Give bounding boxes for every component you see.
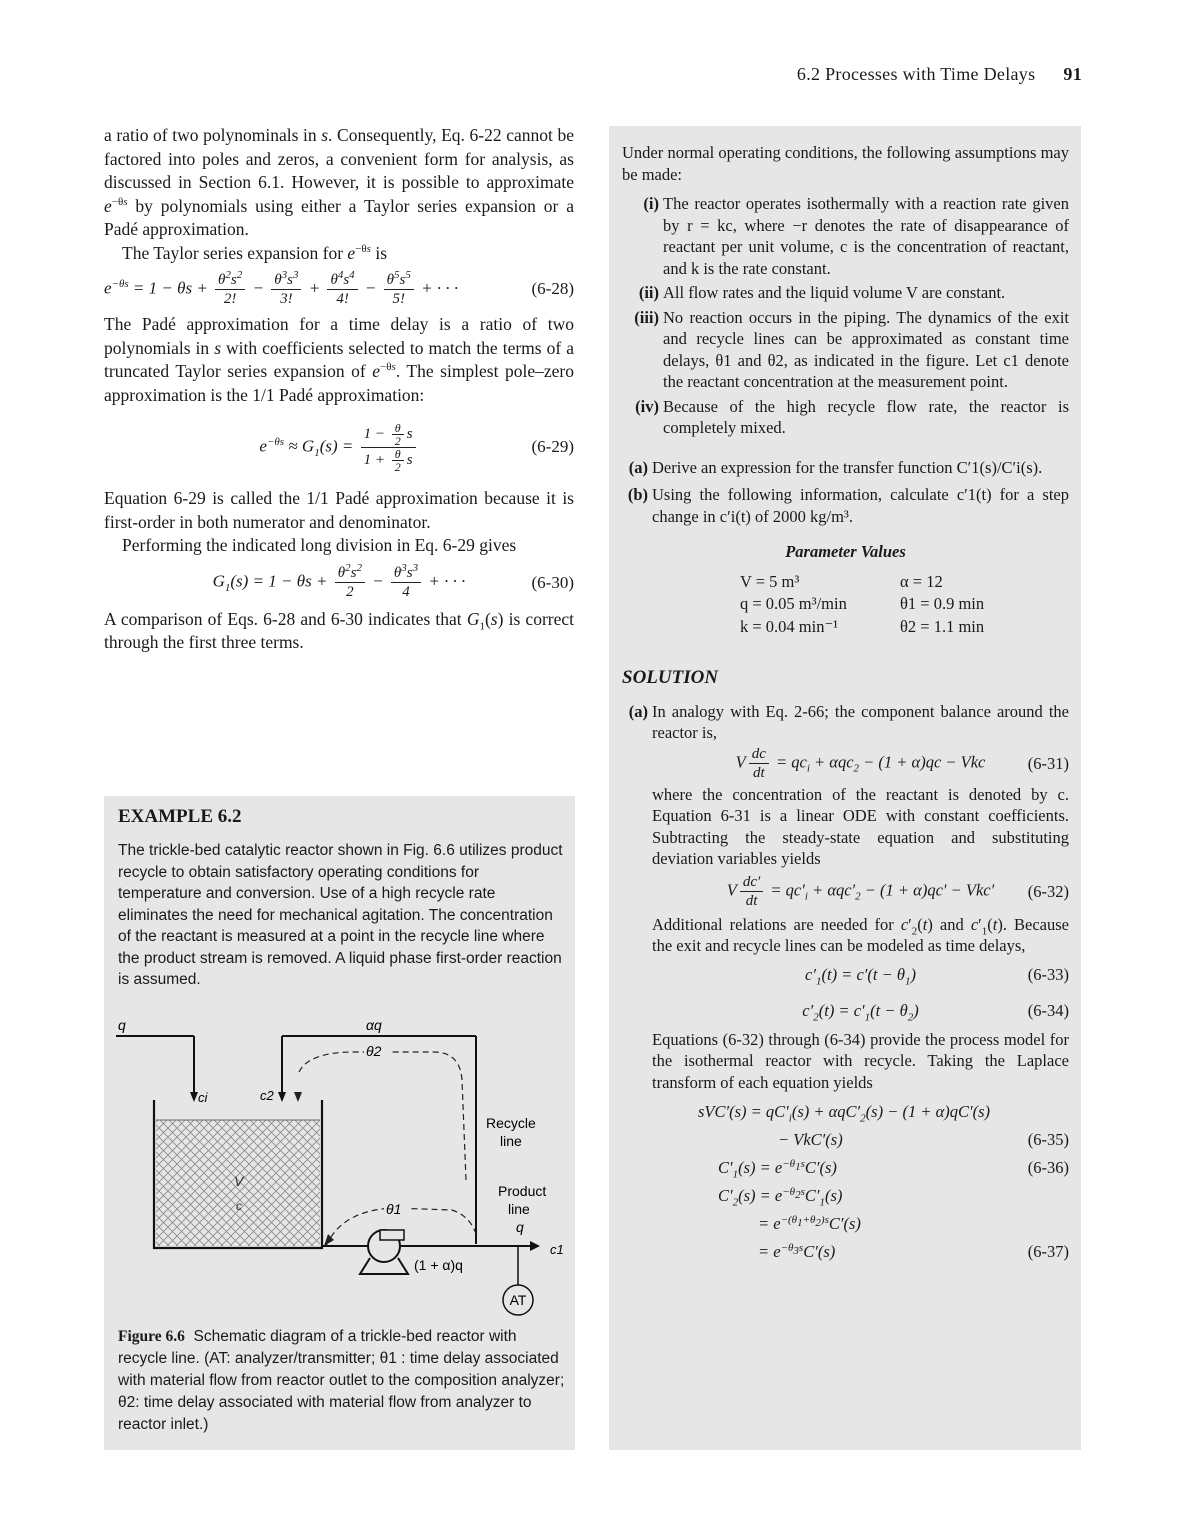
paragraph-4: Equation 6-29 is called the 1/1 Padé approximation because it is first-order in both numerator and denominator. bbox=[104, 488, 574, 532]
equation-6-32: V $\frac{dc'}{dt}$ = $qc'_i + \alpha qc'_2 - (1 + \alpha)qc' - Vkc'$ (6-32) bbox=[726, 874, 1069, 909]
example-paragraph: The trickle-bed catalytic reactor shown in Fig. 6.6 utilizes product recycle to obtain satisfactory operating conditions for temperature and conversion. Use of a high recycle rate eliminates the need for mechanical agitation. The concentration of the reactant is measured at a point in the recycle line where the product stream is removed. A liquid phase first-order reaction is assumed. bbox=[118, 842, 563, 988]
solution-paragraph-3: Additional relations are needed for $c'_2(t)$ and $c'_1(t)$. Because the exit and recycle lines can be modeled as time delays, bbox=[652, 914, 1069, 955]
assumptions-intro: Under normal operating conditions, the following assumptions may be made: bbox=[622, 143, 1069, 184]
assumption-iv: (iv) Because of the high recycle flow rate, the reactor is completely mixed. bbox=[635, 396, 1069, 437]
running-header bbox=[797, 64, 1082, 85]
paragraph-5: Performing the indicated long division in Eq. 6-29 gives bbox=[122, 535, 517, 555]
alpha-q-label: αq bbox=[366, 1020, 382, 1033]
paragraph-2: The Taylor series expansion for $e^{-\theta s}$ is bbox=[122, 242, 388, 263]
assumption-iii: (iii) No reaction occurs in the piping. The dynamics of the exit and recycle lines can be approximated as constant time delays, θ1 and θ2, as indicated in the figure. Let c1 denote the reactant concentration at the measurement point. bbox=[634, 307, 1069, 391]
equation-6-34: $c'_2(t) = c'_1(t - \theta_2)$ (6-34) bbox=[802, 1000, 1069, 1024]
parameter-values-title: Parameter Values bbox=[785, 542, 906, 561]
solution-paragraph-2: where the concentration of the reactant is denoted by c. Equation 6-31 is a linear ODE with constant coefficients. Subtracting the steady-state equation and substituting deviation variables yields bbox=[652, 784, 1069, 868]
eq-number: (6-30) bbox=[531, 572, 574, 592]
equation-6-37: = $e^{-\theta_3s}C'(s)$ (6-37) bbox=[758, 1241, 1069, 1261]
equation-6-35-line2: − VkC′(s) (6-35) bbox=[778, 1130, 1069, 1149]
example-text bbox=[118, 840, 566, 991]
paragraph-1: a ratio of two polynominals in s. Consequently, Eq. 6-22 cannot be factored into poles and zeros, a convenient form for analysis, as discussed in Section 6.1. However, it is possible to approximate $e^{-\theta s}$ by polynomials using either a Taylor series expansion or a Padé approximation. bbox=[104, 125, 574, 239]
recycle-line-label-2: line bbox=[500, 1133, 522, 1149]
eq-number: (6-28) bbox=[531, 279, 574, 299]
equation-6-35-line1: $sVC'(s) = qC'_i(s) + \alpha qC'_2(s) - (1 + \alpha)qC'(s)$ bbox=[698, 1102, 991, 1125]
ci-label: ci bbox=[198, 1090, 208, 1105]
example-box bbox=[104, 796, 575, 1450]
paragraph-3: The Padé approximation for a time delay is a ratio of two polynomials in s with coefficients selected to match the terms of a truncated Taylor series expansion of $e^{-\theta s}$. The simplest pole–zero approximation is the 1/1 Padé approximation: bbox=[104, 314, 575, 405]
eq-number: (6-29) bbox=[531, 437, 574, 457]
theta2-label: θ2 bbox=[366, 1043, 382, 1059]
equation-6-33: $c'_1(t) = c'(t - \theta_1)$ (6-33) bbox=[805, 964, 1069, 988]
right-column-box bbox=[609, 126, 1081, 1450]
equation-c2-combined: = $e^{-(\theta_1+\theta_2)s}C'(s)$ bbox=[758, 1213, 861, 1233]
caption-text: Schematic diagram of a trickle-bed reactor with recycle line. (AT: analyzer/transmitter; θ1 : time delay associated with material flow from reactor outlet to the composition analyzer; θ2: time delay associated with material flow from analyzer to reactor inlet.) bbox=[118, 1328, 565, 1433]
product-line-label-1: Product bbox=[498, 1183, 547, 1199]
figure-caption bbox=[118, 1326, 566, 1436]
part-b: (b) Using the following information, calculate c′1(t) for a step change in c′i(t) of 2000 kg/m³. bbox=[627, 485, 1069, 526]
equation-6-30: $G_1(s) = 1 - \theta s$ + $\frac{\theta^2s^2}{2}$ − $\frac{\theta^3s^3}{4}$ + · · · (6-30) bbox=[212, 562, 574, 600]
param-k: k = 0.04 min⁻¹ bbox=[740, 616, 839, 636]
param-V: V = 5 m³ bbox=[740, 571, 800, 591]
equation-6-31: V $\frac{dc}{dt}$ = $qc_i + \alpha qc_2 - (1 + \alpha)qc$ − Vkc (6-31) bbox=[735, 746, 1069, 781]
c1-label: c1 bbox=[550, 1242, 564, 1257]
reactor-diagram bbox=[114, 1020, 564, 1320]
part-a: (a) Derive an expression for the transfer function C′1(s)/C′i(s). bbox=[628, 457, 1043, 477]
equation-6-36: $C'_1(s) = e^{-\theta_1s}C'(s)$ (6-36) bbox=[718, 1157, 1069, 1181]
volume-label: V bbox=[234, 1173, 244, 1189]
param-theta1: θ1 = 0.9 min bbox=[900, 594, 985, 613]
q-in-label: q bbox=[118, 1020, 126, 1033]
recycle-flow-label: (1 + α)q bbox=[414, 1257, 463, 1273]
equation-c2: $C'_2(s) = e^{-\theta_2s}C'_1(s)$ bbox=[718, 1185, 843, 1209]
product-line-label-2: line bbox=[508, 1201, 530, 1217]
page-number: 91 bbox=[1063, 64, 1082, 84]
left-column bbox=[104, 124, 574, 655]
at-label: AT bbox=[509, 1292, 527, 1308]
assumption-i: (i) The reactor operates isothermally with a reaction rate given by r = kc, where −r denotes the rate of disappearance of reactant per unit volume, c is the concentration of reactant, and k is the rate constant. bbox=[643, 194, 1069, 278]
caption-label: Figure 6.6 bbox=[118, 1328, 185, 1345]
conc-label: c bbox=[236, 1199, 242, 1213]
param-q: q = 0.05 m³/min bbox=[740, 594, 847, 613]
theta2-dashed-path bbox=[299, 1052, 466, 1180]
paragraph-6: A comparison of Eqs. 6-28 and 6-30 indicates that $G_1(s)$ is correct through the first three terms. bbox=[104, 608, 574, 652]
param-theta2: θ2 = 1.1 min bbox=[900, 616, 985, 636]
c2-label: c2 bbox=[260, 1088, 274, 1103]
example-title: EXAMPLE 6.2 bbox=[118, 806, 242, 827]
assumption-ii: (ii) All flow rates and the liquid volume V are constant. bbox=[638, 283, 1006, 302]
solution-title: SOLUTION bbox=[622, 667, 719, 688]
recycle-line-label-1: Recycle bbox=[486, 1115, 536, 1131]
solution-paragraph-4: Equations (6-32) through (6-34) provide the process model for the isothermal reactor with recycle. Taking the Laplace transform of each equation yields bbox=[652, 1029, 1069, 1092]
parameter-table bbox=[740, 571, 1069, 638]
solution-a: (a) In analogy with Eq. 2-66; the component balance around the reactor is, bbox=[628, 701, 1069, 742]
theta1-label: θ1 bbox=[386, 1201, 402, 1217]
header-section: 6.2 Processes with Time Delays bbox=[796, 64, 1036, 84]
equation-6-29: $e^{-\theta s} \approx G_1(s)$ = 1 − $\frac{\theta}{2}$ s 1 + $\frac{\theta}{2}$ s (6-29) bbox=[259, 420, 574, 474]
q-out-label: q bbox=[516, 1219, 524, 1235]
equation-6-28: $e^{-\theta s} = 1 - \theta s$ + $\frac{\theta^2s^2}{2!}$ − $\frac{\theta^3s^3}{3!}$ + $\frac{\theta^4s^4}{4!}$ − $\frac{\theta^5s^5}{5!}$ + · · · (6-28) bbox=[104, 268, 574, 307]
param-alpha: α = 12 bbox=[900, 571, 943, 591]
